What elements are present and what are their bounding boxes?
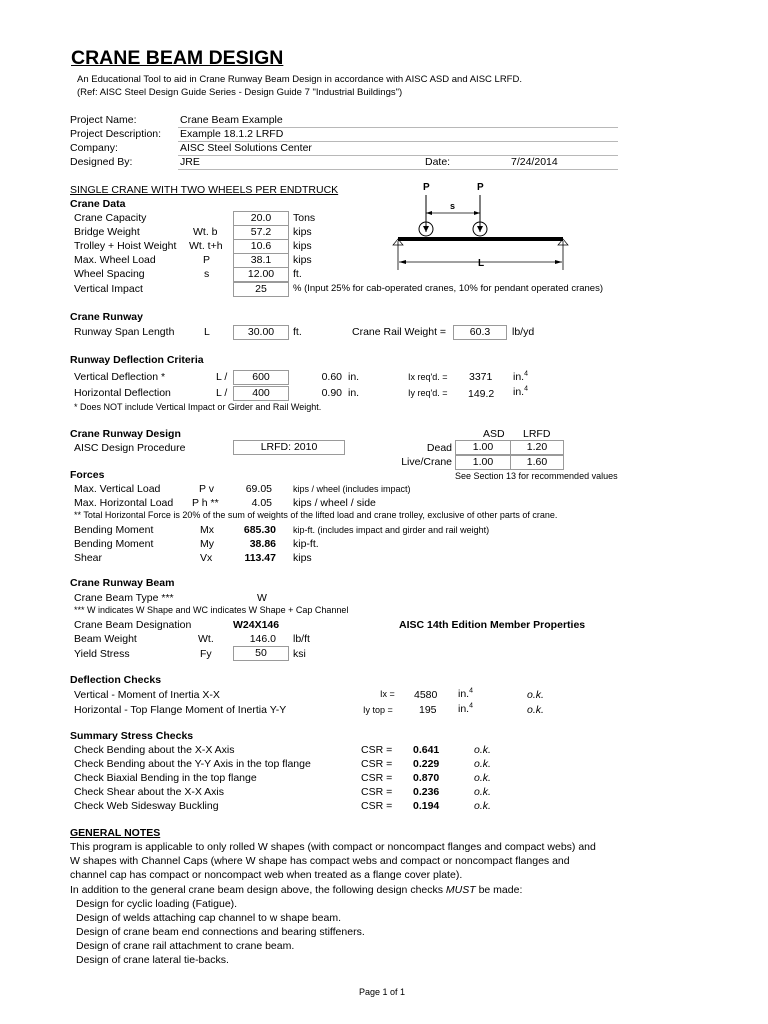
live-load-label: Live/Crane bbox=[401, 456, 452, 468]
csr-value: 0.229 bbox=[413, 758, 440, 770]
max-horizontal-load-symbol: P h ** bbox=[192, 497, 219, 509]
iy-top-unit: in.$^4$ bbox=[458, 702, 473, 715]
beam-type-label: Crane Beam Type *** bbox=[74, 592, 174, 604]
project-desc-value[interactable]: Example 18.1.2 LRFD bbox=[180, 128, 284, 140]
yield-stress-input[interactable]: 50 bbox=[233, 646, 289, 661]
stress-checks-heading: Summary Stress Checks bbox=[70, 730, 194, 742]
beam-weight-unit: lb/ft bbox=[293, 633, 310, 645]
max-horizontal-load-label: Max. Horizontal Load bbox=[74, 497, 174, 509]
stress-check-label: Check Bending about the X-X Axis bbox=[74, 744, 235, 756]
bridge-weight-symbol: Wt. b bbox=[193, 226, 218, 238]
trolley-weight-label: Trolley + Hoist Weight bbox=[74, 240, 177, 252]
bending-moment-y-unit: kip-ft. bbox=[293, 538, 319, 550]
beam-load-diagram bbox=[390, 180, 575, 275]
iy-required-value: 149.2 bbox=[468, 388, 495, 400]
stress-check-label: Check Bending about the Y-Y Axis in the top flange bbox=[74, 758, 311, 770]
shear-unit: kips bbox=[293, 552, 312, 564]
runway-design-heading: Crane Runway Design bbox=[70, 428, 181, 440]
design-procedure-label: AISC Design Procedure bbox=[74, 442, 186, 454]
crane-capacity-unit: Tons bbox=[293, 212, 316, 224]
vertical-deflection-inches: 0.60 bbox=[321, 371, 342, 383]
crane-runway-heading: Crane Runway bbox=[70, 311, 143, 323]
bending-moment-x-value: 685.30 bbox=[243, 524, 276, 536]
deflection-note: * Does NOT include Vertical Impact or Girder and Rail Weight. bbox=[74, 402, 322, 412]
iy-required-unit: in.$^4$ bbox=[513, 385, 528, 398]
forces-heading: Forces bbox=[70, 469, 105, 481]
horizontal-deflection-status: o.k. bbox=[527, 704, 544, 716]
diagram-label-s: s bbox=[450, 201, 456, 211]
beam-designation-value[interactable]: W24X146 bbox=[233, 619, 280, 631]
page-number: Page 1 of 1 bbox=[359, 987, 406, 997]
trolley-weight-input[interactable]: 10.6 bbox=[233, 239, 289, 254]
crane-capacity-input[interactable]: 20.0 bbox=[233, 211, 289, 226]
vertical-impact-label: Vertical Impact bbox=[74, 283, 143, 295]
runway-beam-heading: Crane Runway Beam bbox=[70, 577, 175, 589]
notes-paragraph-line: This program is applicable to only rolled W shapes (with compact or noncompact flanges and compact webs) and bbox=[70, 841, 596, 853]
yield-stress-symbol: Fy bbox=[200, 648, 212, 660]
notes-paragraph-line: W shapes with Channel Caps (where W shape has compact webs and compact or noncompact flanges and bbox=[70, 855, 570, 867]
beam-weight-label: Beam Weight bbox=[74, 633, 137, 645]
member-properties-label: AISC 14th Edition Member Properties bbox=[399, 619, 586, 631]
wheel-spacing-input[interactable]: 12.00 bbox=[233, 267, 289, 282]
trolley-weight-symbol: Wt. t+h bbox=[189, 240, 223, 252]
horizontal-deflection-label: Horizontal Deflection bbox=[74, 387, 171, 399]
recommended-values-note: See Section 13 for recommended values bbox=[455, 471, 618, 481]
bending-moment-x-unit: kip-ft. (includes impact and girder and rail weight) bbox=[293, 525, 490, 535]
stress-check-status: o.k. bbox=[474, 758, 491, 770]
diagram-label-l: L bbox=[478, 258, 485, 269]
bending-moment-y-label: Bending Moment bbox=[74, 538, 154, 550]
ix-label: Ix = bbox=[380, 689, 395, 699]
beam-designation-label: Crane Beam Designation bbox=[74, 619, 192, 631]
beam-type-value[interactable]: W bbox=[257, 592, 267, 604]
max-vertical-load-unit: kips / wheel (includes impact) bbox=[293, 484, 411, 494]
runway-span-input[interactable]: 30.00 bbox=[233, 325, 289, 340]
notes-list-item: Design of welds attaching cap channel to w shape beam. bbox=[76, 912, 341, 924]
ix-required-label: Ix req'd. = bbox=[408, 372, 448, 382]
csr-value: 0.194 bbox=[413, 800, 440, 812]
csr-label: CSR = bbox=[361, 772, 393, 784]
notes-list-item: Design of crane lateral tie-backs. bbox=[76, 954, 229, 966]
notes-requirements-intro: In addition to the general crane beam design above, the following design checks MUST be made: bbox=[70, 884, 523, 896]
live-asd-input[interactable]: 1.00 bbox=[455, 455, 511, 470]
yield-stress-unit: ksi bbox=[293, 648, 306, 660]
stress-check-status: o.k. bbox=[474, 800, 491, 812]
vertical-impact-input[interactable]: 25 bbox=[233, 282, 289, 297]
shear-label: Shear bbox=[74, 552, 103, 564]
subtitle-line-2: (Ref: AISC Steel Design Guide Series - Design Guide 7 "Industrial Buildings") bbox=[77, 87, 403, 98]
iy-top-value: 195 bbox=[419, 704, 437, 716]
csr-label: CSR = bbox=[361, 744, 393, 756]
wheel-load-label: Max. Wheel Load bbox=[74, 254, 156, 266]
project-name-value[interactable]: Crane Beam Example bbox=[180, 114, 283, 126]
dead-lrfd-input[interactable]: 1.20 bbox=[510, 440, 564, 455]
deflection-checks-heading: Deflection Checks bbox=[70, 674, 162, 686]
wheel-load-unit: kips bbox=[293, 254, 312, 266]
vertical-deflection-unit: in. bbox=[348, 371, 360, 383]
crane-beam-diagram bbox=[390, 180, 575, 275]
vertical-inertia-label: Vertical - Moment of Inertia X-X bbox=[74, 689, 220, 701]
project-desc-label: Project Description: bbox=[70, 128, 162, 140]
notes-list-item: Design for cyclic loading (Fatigue). bbox=[76, 898, 238, 910]
beam-weight-symbol: Wt. bbox=[198, 633, 214, 645]
iy-top-label: Iy top = bbox=[363, 705, 393, 715]
diagram-label-p2: P bbox=[477, 182, 484, 193]
designer-label: Designed By: bbox=[70, 156, 133, 168]
asd-column-header: ASD bbox=[483, 428, 505, 440]
horizontal-deflection-symbol: L / bbox=[216, 387, 228, 399]
vertical-deflection-label: Vertical Deflection * bbox=[74, 371, 166, 383]
ix-required-unit: in.$^4$ bbox=[513, 370, 528, 383]
csr-value: 0.641 bbox=[413, 744, 440, 756]
iy-required-label: Iy req'd. = bbox=[408, 388, 448, 398]
horizontal-deflection-unit: in. bbox=[348, 387, 360, 399]
runway-span-label: Runway Span Length bbox=[74, 326, 175, 338]
crane-data-heading: Crane Data bbox=[70, 198, 126, 210]
diagram-label-p1: P bbox=[423, 182, 430, 193]
stress-check-status: o.k. bbox=[474, 744, 491, 756]
crane-capacity-label: Crane Capacity bbox=[74, 212, 147, 224]
stress-check-label: Check Web Sidesway Buckling bbox=[74, 800, 219, 812]
vertical-deflection-symbol: L / bbox=[216, 371, 228, 383]
bridge-weight-label: Bridge Weight bbox=[74, 226, 140, 238]
deflection-criteria-heading: Runway Deflection Criteria bbox=[70, 354, 204, 366]
rail-weight-input[interactable]: 60.3 bbox=[453, 325, 507, 340]
csr-label: CSR = bbox=[361, 800, 393, 812]
lrfd-column-header: LRFD bbox=[523, 428, 551, 440]
horizontal-deflection-inches: 0.90 bbox=[321, 387, 342, 399]
csr-label: CSR = bbox=[361, 786, 393, 798]
trolley-weight-unit: kips bbox=[293, 240, 312, 252]
design-procedure-select[interactable]: LRFD: 2010 bbox=[233, 440, 345, 455]
max-vertical-load-label: Max. Vertical Load bbox=[74, 483, 161, 495]
runway-span-symbol: L bbox=[204, 326, 210, 338]
stress-check-status: o.k. bbox=[474, 772, 491, 784]
max-horizontal-load-unit: kips / wheel / side bbox=[293, 497, 376, 509]
vertical-deflection-input[interactable]: 600 bbox=[233, 370, 289, 385]
page-title: CRANE BEAM DESIGN bbox=[71, 47, 284, 69]
horizontal-inertia-label: Horizontal - Top Flange Moment of Inertia Y-Y bbox=[74, 704, 287, 716]
rail-weight-label: Crane Rail Weight = bbox=[352, 326, 447, 338]
company-value[interactable]: AISC Steel Solutions Center bbox=[180, 142, 312, 154]
bending-moment-y-symbol: My bbox=[200, 538, 214, 550]
stress-check-status: o.k. bbox=[474, 786, 491, 798]
max-vertical-load-symbol: P v bbox=[199, 483, 214, 495]
csr-value: 0.870 bbox=[413, 772, 440, 784]
csr-label: CSR = bbox=[361, 758, 393, 770]
company-label: Company: bbox=[70, 142, 118, 154]
designer-value[interactable]: JRE bbox=[180, 156, 200, 168]
horizontal-deflection-input[interactable]: 400 bbox=[233, 386, 289, 401]
beam-type-note: *** W indicates W Shape and WC indicates W Shape + Cap Channel bbox=[74, 605, 349, 615]
ix-value: 4580 bbox=[414, 689, 438, 701]
dead-load-label: Dead bbox=[426, 442, 452, 454]
bridge-weight-input[interactable]: 57.2 bbox=[233, 225, 289, 240]
bending-moment-x-symbol: Mx bbox=[200, 524, 214, 536]
date-label: Date: bbox=[425, 156, 451, 168]
wheel-spacing-symbol: s bbox=[204, 268, 210, 280]
shear-value: 113.47 bbox=[244, 552, 276, 564]
project-name-label: Project Name: bbox=[70, 114, 137, 126]
max-vertical-load-value: 69.05 bbox=[245, 483, 272, 495]
runway-span-unit: ft. bbox=[293, 326, 302, 338]
date-value[interactable]: 7/24/2014 bbox=[511, 156, 558, 168]
vertical-impact-unit: % (Input 25% for cab-operated cranes, 10% for pendant operated cranes) bbox=[293, 283, 603, 294]
beam-weight-value: 146.0 bbox=[249, 633, 276, 645]
vertical-deflection-status: o.k. bbox=[527, 689, 544, 701]
horizontal-force-note: ** Total Horizontal Force is 20% of the sum of weights of the lifted load and crane trolley, exclusive of other parts of crane. bbox=[74, 510, 558, 520]
wheel-load-input[interactable]: 38.1 bbox=[233, 253, 289, 268]
wheel-load-symbol: P bbox=[203, 254, 211, 266]
csr-value: 0.236 bbox=[413, 786, 440, 798]
wheel-spacing-unit: ft. bbox=[293, 268, 302, 280]
rail-weight-unit: lb/yd bbox=[512, 326, 535, 338]
bending-moment-x-label: Bending Moment bbox=[74, 524, 154, 536]
general-notes-heading: GENERAL NOTES bbox=[70, 827, 161, 839]
bridge-weight-unit: kips bbox=[293, 226, 312, 238]
yield-stress-label: Yield Stress bbox=[74, 648, 130, 660]
notes-list-item: Design of crane beam end connections and bearing stiffeners. bbox=[76, 926, 365, 938]
bending-moment-y-value: 38.86 bbox=[249, 538, 276, 550]
notes-paragraph-line: channel cap has compact or noncompact web when treated as a flange cover plate). bbox=[70, 869, 463, 881]
stress-check-label: Check Shear about the X-X Axis bbox=[74, 786, 224, 798]
crane-config-title: SINGLE CRANE WITH TWO WHEELS PER ENDTRUCK bbox=[70, 184, 339, 196]
dead-asd-input[interactable]: 1.00 bbox=[455, 440, 511, 455]
max-horizontal-load-value: 4.05 bbox=[251, 497, 272, 509]
stress-check-label: Check Biaxial Bending in the top flange bbox=[74, 772, 257, 784]
live-lrfd-input[interactable]: 1.60 bbox=[510, 455, 564, 470]
ix-unit: in.$^4$ bbox=[458, 687, 473, 700]
subtitle-line-1: An Educational Tool to aid in Crane Runway Beam Design in accordance with AISC ASD and AISC LRFD. bbox=[77, 74, 522, 85]
wheel-spacing-label: Wheel Spacing bbox=[74, 268, 145, 280]
ix-required-value: 3371 bbox=[469, 371, 493, 383]
shear-symbol: Vx bbox=[200, 552, 213, 564]
notes-list-item: Design of crane rail attachment to crane beam. bbox=[76, 940, 295, 952]
